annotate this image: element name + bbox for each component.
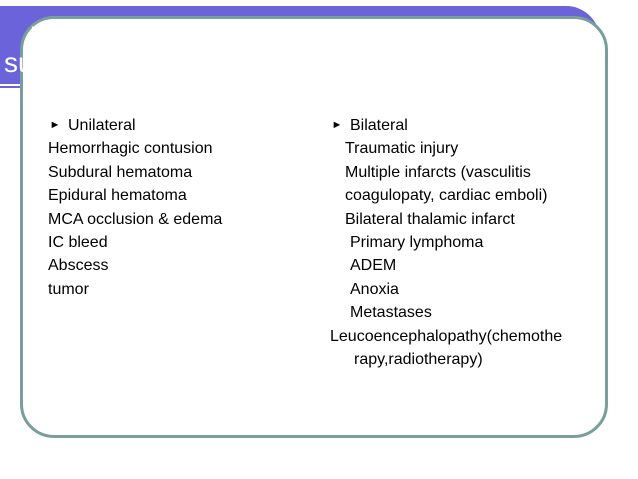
list-item: Primary lymphoma <box>350 234 484 252</box>
slide-title <box>4 16 413 78</box>
list-item: MCA occlusion & edema <box>48 210 223 228</box>
list-item: rapy,radiotherapy) <box>354 351 483 369</box>
unilateral-heading-row <box>48 114 222 137</box>
list-item: Anoxia <box>350 280 399 298</box>
list-item: Hemorrhagic contusion <box>48 140 213 158</box>
list-item: Subdural hematoma <box>48 163 193 181</box>
list-item: Bilateral thalamic infarct <box>345 210 515 228</box>
list-item: Epidural hematoma <box>48 187 187 205</box>
list-item: IC bleed <box>48 234 108 252</box>
title-line-2: supra tentorial <box>4 47 182 78</box>
list-item: Traumatic injury <box>345 140 459 158</box>
bilateral-heading-row <box>330 114 562 137</box>
list-item: Metastases <box>350 304 432 322</box>
bullet-icon: ► <box>49 119 61 131</box>
title-line-1: major causes of organic coma- <box>30 16 413 47</box>
list-item: Leucoencephalopathy(chemothe <box>330 327 563 345</box>
list-item: ADEM <box>350 257 397 275</box>
list-item: Multiple infarcts (vasculitis <box>345 163 531 181</box>
list-item: Abscess <box>48 257 109 275</box>
bullet-icon: ► <box>331 119 343 131</box>
bilateral-column <box>330 114 562 371</box>
list-item: coagulopaty, cardiac emboli) <box>345 187 548 205</box>
unilateral-heading: Unilateral <box>68 117 136 134</box>
bilateral-heading: Bilateral <box>350 117 408 134</box>
list-item: tumor <box>48 280 89 298</box>
unilateral-column <box>48 114 222 301</box>
